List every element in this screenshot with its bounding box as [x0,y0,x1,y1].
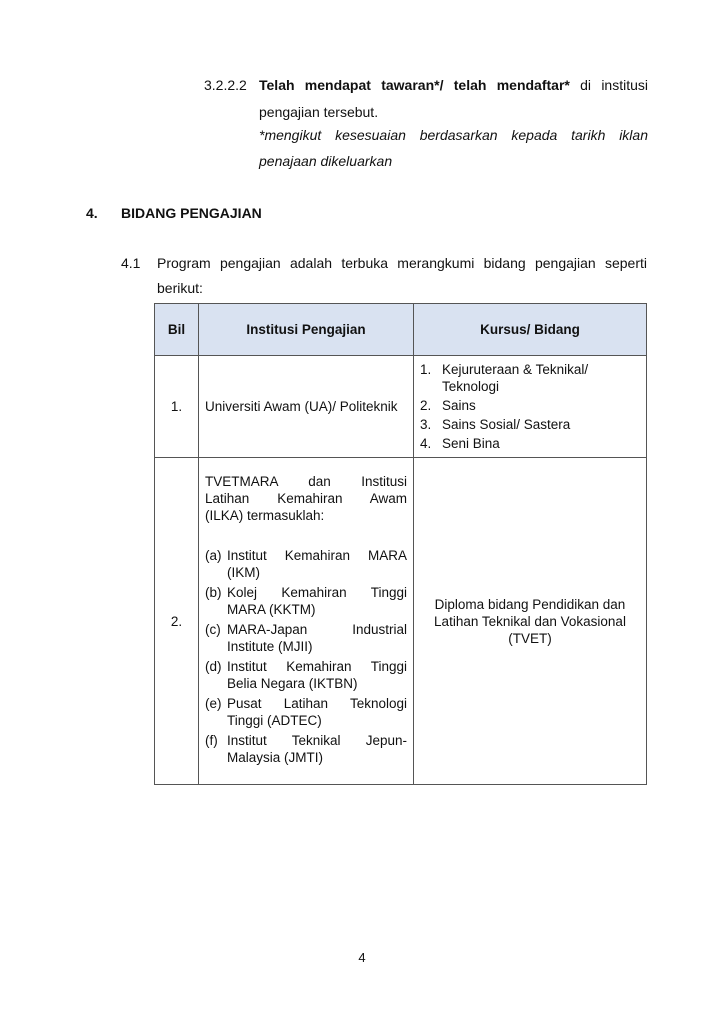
list-item-rest: Belia Negara (IKTBN) [227,676,358,691]
clause-line-2: pengajian tersebut. [259,104,379,120]
list-item-first-line: Institut Teknikal Jepun- [227,733,407,748]
list-item-rest: MARA (KKTM) [227,602,316,617]
programme-table [154,303,647,785]
intro-line-1: TVETMARA dan Institusi [205,474,407,489]
list-item-letter: (e) [205,696,222,711]
list-item-rest: (IKM) [227,565,260,580]
table-row [155,458,647,785]
row-2-institusi [199,458,414,785]
list-item-letter: (c) [205,622,221,637]
list-item [205,695,407,729]
page-number: 4 [358,950,366,965]
list-item-text: Kejuruteraan & Teknikal/ Teknologi [442,362,589,394]
section-title: BIDANG PENGAJIAN [121,205,262,221]
list-item-letter: (d) [205,659,222,674]
clause-line-1-rest: di institusi [569,77,649,93]
clause-bold-text: Telah mendapat tawaran*/ telah mendaftar* [259,77,570,93]
row-2-bil: 2. [155,458,199,785]
list-item-rest: Malaysia (JMTI) [227,750,324,765]
clause-note-line-2: penajaan dikeluarkan [259,153,393,169]
list-item [205,621,407,655]
clause-line-1 [259,77,648,93]
list-item-letter: (b) [205,585,222,600]
clause-note-line-1: *mengikut kesesuaian berdasarkan kepada tarikh iklan [259,127,648,143]
list-item-rest: Tinggi (ADTEC) [227,713,322,728]
list-item [420,435,640,452]
list-item [420,361,640,395]
list-item-letter: (f) [205,733,218,748]
list-item-first-line: Institut Kemahiran Tinggi [227,659,407,674]
clause-number: 3.2.2.2 [204,77,247,93]
row-1-institusi: Universiti Awam (UA)/ Politeknik [199,356,414,458]
institusi-intro [205,473,407,524]
subsection-line-2: berikut: [157,280,203,296]
subsection-line-1: Program pengajian adalah terbuka merangkumi bidang pengajian seperti [157,255,647,271]
row-1-bil: 1. [155,356,199,458]
list-item [420,397,640,414]
list-item-number: 2. [420,398,432,413]
header-bil: Bil [155,304,199,356]
table-row [155,356,647,458]
list-item [205,658,407,692]
list-item-first-line: Institut Kemahiran MARA [227,548,407,563]
list-item-first-line: MARA-Japan Industrial [227,622,407,637]
list-item [205,584,407,618]
list-item-letter: (a) [205,548,222,563]
table-header-row [155,304,647,356]
section-number: 4. [86,205,98,221]
row-1-kursus [414,356,647,458]
list-item [205,732,407,766]
row-2-kursus: Diploma bidang Pendidikan dan Latihan Teknikal dan Vokasional (TVET) [414,458,647,785]
list-item-number: 1. [420,362,432,377]
list-item-rest: Institute (MJII) [227,639,313,654]
list-item-first-line: Pusat Latihan Teknologi [227,696,407,711]
list-item-text: Sains Sosial/ Sastera [442,417,571,432]
subsection-number: 4.1 [121,255,141,271]
kursus-list [420,361,640,452]
list-item-text: Sains [442,398,476,413]
intro-line-3: (ILKA) termasuklah: [205,508,325,523]
header-kursus: Kursus/ Bidang [414,304,647,356]
list-item-number: 3. [420,417,432,432]
list-item-first-line: Kolej Kemahiran Tinggi [227,585,407,600]
institusi-list [205,547,407,766]
list-item-text: Seni Bina [442,436,500,451]
intro-line-2: Latihan Kemahiran Awam [205,491,407,506]
header-institusi: Institusi Pengajian [199,304,414,356]
list-item [420,416,640,433]
list-item [205,547,407,581]
list-item-number: 4. [420,436,432,451]
